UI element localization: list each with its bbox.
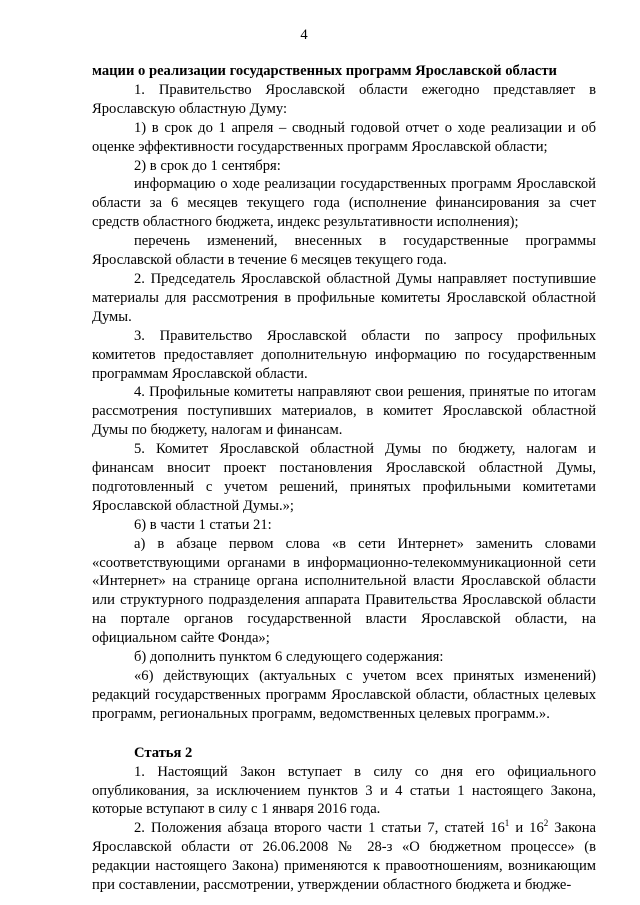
paragraph: 3. Правительство Ярославской области по запросу профильных комитетов предоставляет дополнительную информацию по государственным программам Ярославской области. [92, 327, 596, 382]
superscript: 2 [543, 818, 549, 829]
paragraph: б) дополнить пунктом 6 следующего содержания: [134, 649, 444, 666]
paragraph: перечень изменений, внесенных в государственные программы Ярославской области в течение 6 месяцев текущего года. [92, 233, 596, 269]
page-number: 4 [300, 27, 308, 43]
paragraph: информацию о ходе реализации государственных программ Ярославской области за 6 месяцев текущего года (исполнение финансирования за счет средств областного бюджета, индекс результативности исполнения); [92, 176, 596, 231]
paragraph: 2) в срок до 1 сентября: [134, 157, 281, 174]
paragraph [92, 819, 596, 895]
paragraph: 1. Настоящий Закон вступает в силу со дня его официального опубликования, за исключением пунктов 3 и 4 статьи 1 настоящего Закона, которые вступают в силу с 1 января 2016 года. [92, 763, 596, 818]
paragraph-text: Закона Ярославской области от 26.06.2008 № 28-з «О бюджетном процессе» (в редакции настоящего Закона) применяются к правоотношениям, возникающим при составлении, рассмотрении, утверждении областного бюджета и бюдже- [92, 820, 597, 894]
paragraph: 5. Комитет Ярославской областной Думы по бюджету, налогам и финансам вносит проект постановления Ярославской областной Думы, подготовленный с учетом решений, принятых профильными комитетами Ярославской областной Думы.»; [92, 441, 596, 514]
paragraph: 1) в срок до 1 апреля – сводный годовой отчет о ходе реализации и об оценке эффективности государственных программ Ярославской области; [92, 119, 596, 155]
superscript: 1 [504, 818, 510, 829]
paragraph-text: 2. Положения абзаца второго части 1 статьи 7, статей 16 [134, 820, 505, 837]
article-title: Статья 2 [134, 744, 193, 761]
paragraph: «6) действующих (актуальных с учетом всех принятых изменений) редакций государственных программ Ярославской области, областных целевых программ, региональных программ, ведомственных целевых программ.». [92, 668, 596, 722]
paragraph: 4. Профильные комитеты направляют свои решения, принятые по итогам рассмотрения поступивших материалов, в комитет Ярославской областной Думы по бюджету, налогам и финансам. [92, 384, 596, 439]
paragraph: 6) в части 1 статьи 21: [134, 516, 272, 533]
paragraph-text: и 16 [509, 820, 544, 837]
document-page [92, 26, 596, 895]
paragraph: 2. Председатель Ярославской областной Думы направляет поступившие материалы для рассмотрения в профильные комитеты Ярославской областной Думы. [92, 270, 596, 325]
paragraph: 1. Правительство Ярославской области ежегодно представляет в Ярославскую областную Думу: [92, 81, 596, 117]
paragraph: а) в абзаце первом слова «в сети Интернет» заменить словами «соответствующими органами в информационно-телекоммуникационной сети «Интернет» на странице органа исполнительной власти Ярославской области или структурного подразделения аппарата Правительства Ярославской области на портале органов государственной власти Ярославской области, на официальном сайте Фонда»; [92, 535, 596, 647]
article-heading-fragment: мации о реализации государственных программ Ярославской области [92, 63, 557, 79]
